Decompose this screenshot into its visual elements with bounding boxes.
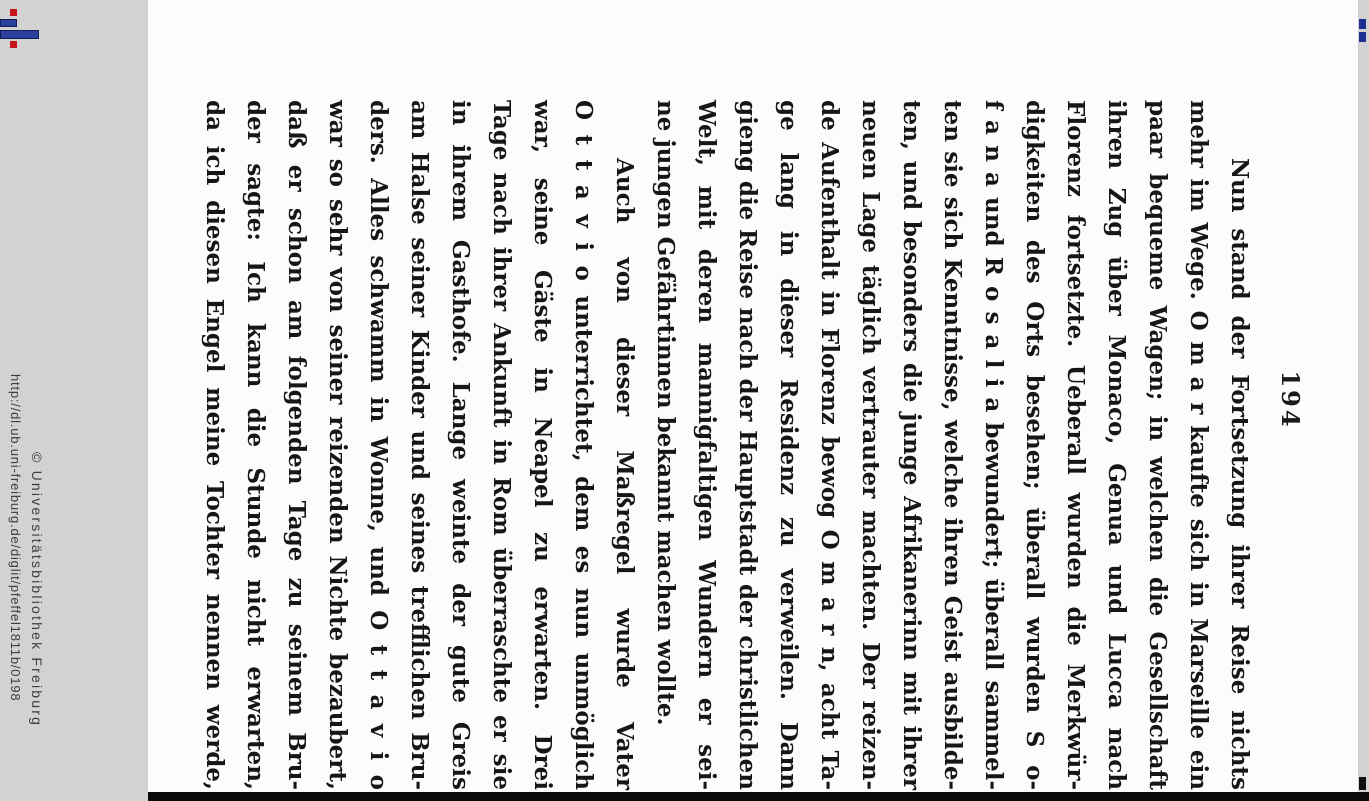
page-text-block xyxy=(194,100,1260,790)
logo-blue-bar-icon xyxy=(0,19,17,27)
text-line: O t t a v i o unterrichtet, dem es nun unmöglich xyxy=(570,100,597,790)
text-line: Florenz fortsetzte. Ueberall wurden die Merkwür- xyxy=(1062,100,1089,790)
text-line: daß er schon am folgenden Tage zu seinem Bru- xyxy=(283,100,310,790)
text-line: ihren Zug über Monaco, Genua und Lucca nach xyxy=(1103,100,1130,790)
logo-red-square-icon xyxy=(10,41,17,48)
text-line: ten sie sich Kenntnisse, welche ihren Geist ausbilde- xyxy=(939,100,966,790)
ub-freiburg-logo-icon xyxy=(0,0,60,60)
text-line: gieng die Reise nach der Hauptstadt der christlichen xyxy=(734,100,761,790)
text-line: ten, und besonders die junge Afrikanerinn mit ihrer xyxy=(898,100,925,790)
text-line: Nun stand der Fortsetzung ihrer Reise nichts xyxy=(1226,158,1253,790)
logo-red-square-icon xyxy=(10,9,17,16)
scrollbar-button-icon[interactable] xyxy=(1359,32,1366,42)
text-line: der sagte: Ich kann die Stunde nicht erwarten, xyxy=(242,100,269,790)
rotated-page-content xyxy=(148,0,1359,792)
viewer-sidebar xyxy=(0,0,148,801)
text-line: ge lang in dieser Residenz zu verweilen. Dann xyxy=(775,100,802,790)
page-number: 194 xyxy=(1276,370,1305,430)
text-line: am Halse seiner Kinder und seines trefflichen Bru- xyxy=(406,100,433,790)
text-line: f a n a und R o s a l i a bewundert; überall sammel- xyxy=(980,100,1007,790)
copyright-notice: © Universitätsbibliothek Freiburg xyxy=(29,452,45,728)
text-line: Welt, mit deren mannigfaltigen Wundern er sei- xyxy=(693,100,720,790)
text-line: digkeiten des Orts besehen; überall wurden S o- xyxy=(1021,100,1048,790)
text-line: da ich diesen Engel meine Tochter nennen werde, xyxy=(201,100,228,790)
scrollbar[interactable] xyxy=(1358,0,1369,801)
text-line: Tage nach ihrer Ankunft in Rom überraschte er sie xyxy=(488,100,515,790)
scrollbar-thumb[interactable] xyxy=(1359,777,1366,790)
text-line: in ihrem Gasthofe. Lange weinte der gute Greis xyxy=(447,100,474,790)
logo-blue-bar-icon xyxy=(0,30,39,39)
text-line: war, seine Gäste in Neapel zu erwarten. Drei xyxy=(529,100,556,790)
text-line: war so sehr von seiner reizenden Nichte bezaubert, xyxy=(324,100,351,790)
text-line: de Aufenthalt in Florenz bewog O m a r n, acht Ta- xyxy=(816,100,843,790)
text-line: Auch von dieser Maßregel wurde Vater xyxy=(611,158,638,790)
scrollbar-button-icon[interactable] xyxy=(1359,19,1366,29)
scanned-page-image xyxy=(148,0,1359,792)
watermark-url: http://dl.ub.uni-freiburg.de/diglit/pfeffel1811b/0198 xyxy=(8,374,23,702)
text-line: ders. Alles schwamm in Wonne, und O t t a v i o xyxy=(365,100,392,790)
text-line: ne jungen Gefährtinnen bekannt machen wollte. xyxy=(652,100,679,726)
scan-edge-bar xyxy=(148,792,1369,801)
text-line: neuen Lage täglich vertrauter machten. Der reizen- xyxy=(857,100,884,790)
text-line: mehr im Wege. O m a r kaufte sich in Marseille ein xyxy=(1185,100,1212,790)
text-line: paar bequeme Wagen; in welchen die Gesellschaft xyxy=(1144,100,1171,790)
